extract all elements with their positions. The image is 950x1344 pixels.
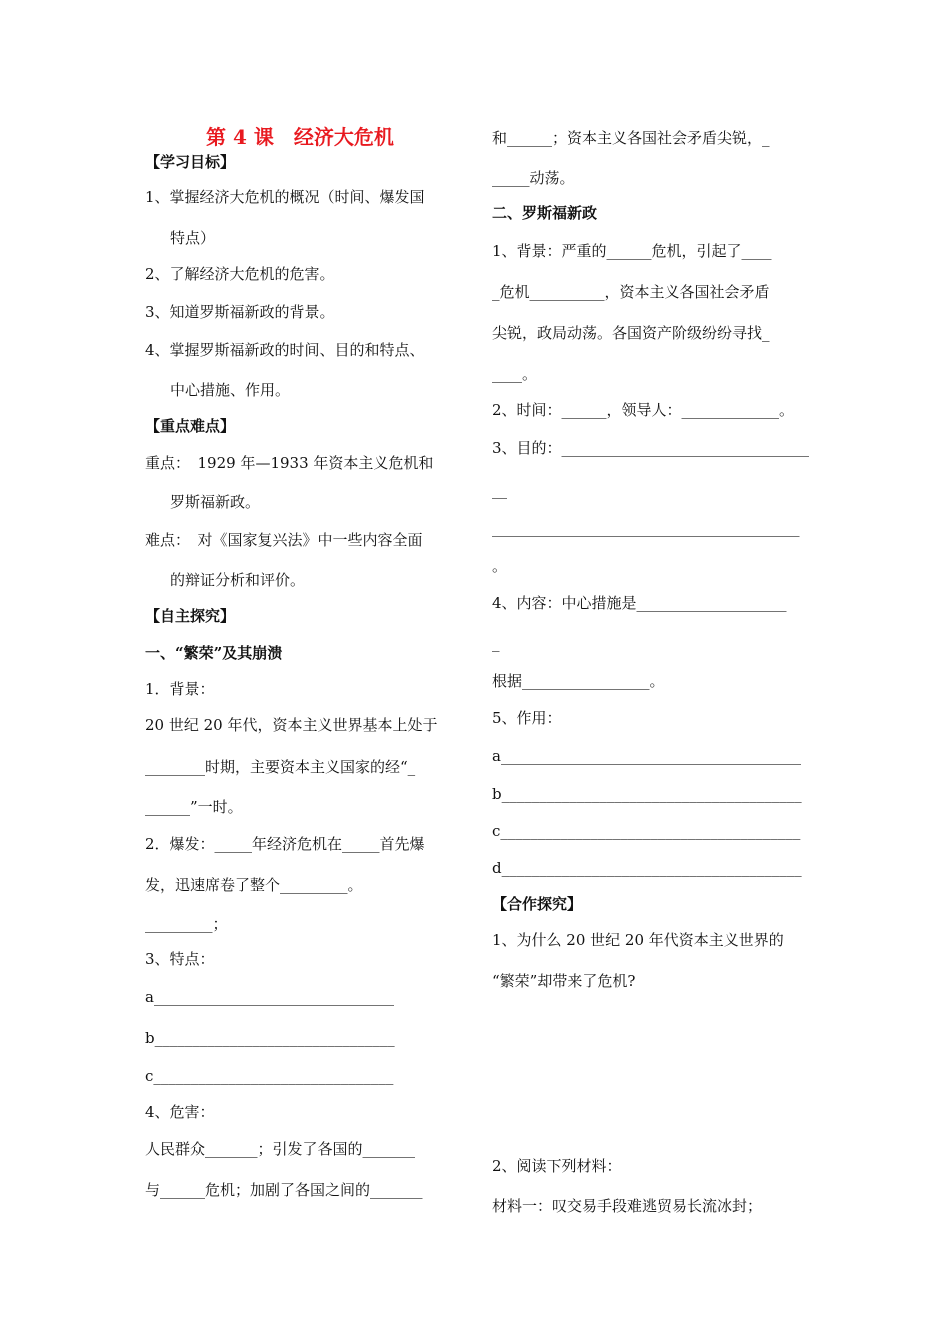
goal-1-line1: 1、掌握经济大危机的概况（时间、爆发国 (145, 188, 425, 206)
new-deal-goal-line2: __ (492, 481, 507, 499)
self-study-heading: 【自主探究】 (145, 607, 236, 625)
features-label: 3、特点： (145, 950, 215, 968)
new-deal-goal-line3: _________________________________________ (492, 519, 800, 537)
continued-line1: 和______；资本主义各国社会矛盾尖锐，_ (492, 129, 770, 147)
new-deal-effect-label: 5、作用： (492, 709, 562, 727)
difficulty-line2: 的辩证分析和评价。 (170, 571, 306, 589)
new-deal-effect-a: a________________________________________ (492, 747, 801, 765)
goal-1-line2: 特点） (170, 229, 216, 247)
background-line3: ______”一时。 (145, 798, 243, 816)
difficulty-line1: 难点： 对《国家复兴法》中一些内容全面 (145, 531, 423, 549)
harm-label: 4、危害： (145, 1103, 215, 1121)
section-2-title: 二、罗斯福新政 (492, 204, 598, 222)
new-deal-background-line3: 尖锐，政局动荡。各国资产阶级纷纷寻找_ (492, 324, 770, 342)
question-1-line1: 1、为什么 20 世纪 20 年代资本主义世界的 (492, 931, 784, 949)
background-line1: 20 世纪 20 年代，资本主义世界基本上处于 (145, 716, 438, 734)
material-1: 材料一：叹交易手段难逃贸易长流冰封； (492, 1197, 763, 1215)
outbreak-line3: _________； (145, 915, 228, 933)
new-deal-effect-d: d________________________________________ (492, 859, 802, 877)
feature-c: c________________________________ (145, 1067, 394, 1085)
cooperation-heading: 【合作探究】 (492, 895, 583, 913)
question-2: 2、阅读下列材料： (492, 1157, 622, 1175)
new-deal-background-line1: 1、背景：严重的______危机，引起了____ (492, 242, 772, 260)
key-points-heading: 【重点难点】 (145, 417, 236, 435)
background-line2: ________时期，主要资本主义国家的经“_ (145, 758, 416, 776)
outbreak-line2: 发，迅速席卷了整个_________。 (145, 876, 363, 894)
background-label: 1．背景： (145, 680, 215, 698)
new-deal-time: 2、时间：______，领导人：_____________。 (492, 401, 795, 419)
harm-line1: 人民群众_______；引发了各国的_______ (145, 1140, 416, 1158)
feature-a: a________________________________ (145, 988, 394, 1006)
new-deal-content-line1: 4、内容：中心措施是____________________ (492, 594, 787, 612)
continued-line2: _____动荡。 (492, 169, 575, 187)
harm-line2: 与______危机；加剧了各国之间的_______ (145, 1181, 423, 1199)
feature-b: b________________________________ (145, 1029, 395, 1047)
study-goals-heading: 【学习目标】 (145, 153, 236, 171)
new-deal-background-line4: ____。 (492, 365, 538, 383)
goal-4-line1: 4、掌握罗斯福新政的时间、目的和特点、 (145, 341, 425, 359)
new-deal-effect-c: c________________________________________ (492, 822, 801, 840)
key-point-line2: 罗斯福新政。 (170, 493, 261, 511)
new-deal-effect-b: b________________________________________ (492, 785, 802, 803)
goal-3: 3、知道罗斯福新政的背景。 (145, 303, 335, 321)
new-deal-content-line2: _ (492, 634, 500, 652)
outbreak-line1: 2．爆发：_____年经济危机在_____首先爆 (145, 835, 425, 853)
goal-2: 2、了解经济大危机的危害。 (145, 265, 335, 283)
new-deal-goal-line4: 。 (492, 557, 508, 575)
section-1-title: 一、“繁荣”及其崩溃 (145, 644, 283, 662)
key-point-line1: 重点： 1929 年—1933 年资本主义危机和 (145, 454, 434, 472)
new-deal-background-line2: _危机__________，资本主义各国社会矛盾 (492, 283, 770, 301)
goal-4-line2: 中心措施、作用。 (170, 381, 291, 399)
new-deal-content-line3: 根据_________________。 (492, 672, 665, 690)
question-1-line2: “繁荣”却带来了危机? (492, 972, 636, 990)
lesson-title: 第 4 课 经济大危机 (206, 125, 394, 149)
new-deal-goal-line1: 3、目的：_________________________________ (492, 439, 810, 457)
